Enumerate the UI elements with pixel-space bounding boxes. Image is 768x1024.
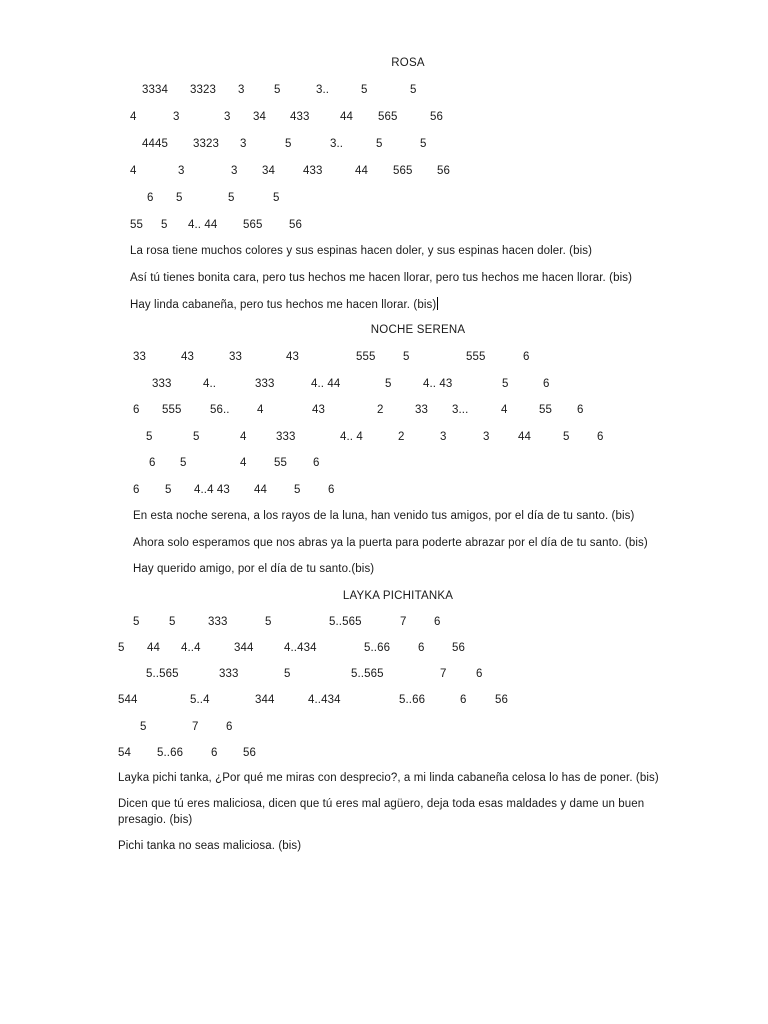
note: 4 (130, 165, 137, 177)
note: 5..66 (364, 642, 391, 654)
note: 56 (452, 642, 465, 654)
note: 3 (178, 165, 185, 177)
note: 5 (385, 378, 392, 390)
note: 565 (243, 219, 263, 231)
note: 5 (376, 138, 383, 150)
note: 4.. 44 (311, 378, 341, 390)
note: 6 (434, 616, 441, 628)
note: 44 (518, 431, 531, 443)
note: 33 (415, 404, 428, 416)
note: 555 (162, 404, 182, 416)
note: 5 (285, 138, 292, 150)
note: 5 (294, 484, 301, 496)
note: 44 (147, 642, 160, 654)
lyric-line: presagio. (bis) (118, 814, 193, 826)
note: 55 (130, 219, 143, 231)
note: 4 (130, 111, 137, 123)
note: 333 (219, 668, 239, 680)
note: 333 (152, 378, 172, 390)
note: 6 (133, 404, 140, 416)
note: 6 (328, 484, 335, 496)
note: 3 (440, 431, 447, 443)
note: 34 (253, 111, 266, 123)
note: 5 (118, 642, 125, 654)
song-title: LAYKA PICHITANKA (342, 590, 454, 602)
note: 54 (118, 747, 131, 759)
note: 55 (539, 404, 552, 416)
note: 5 (410, 84, 417, 96)
note: 56 (437, 165, 450, 177)
song-title: NOCHE SERENA (370, 324, 466, 336)
note: 3323 (193, 138, 219, 150)
lyric-line: Hay querido amigo, por el día de tu santo.(bis) (133, 563, 375, 575)
note: 4..4 43 (194, 484, 230, 496)
note: 43 (312, 404, 325, 416)
note: 4.. (203, 378, 217, 390)
lyric-line: Pichi tanka no seas maliciosa. (bis) (118, 840, 302, 852)
note: 44 (340, 111, 353, 123)
note: 6 (149, 457, 156, 469)
lyric-line-with-cursor (130, 297, 438, 312)
note: 3 (173, 111, 180, 123)
note: 6 (460, 694, 467, 706)
note: 4.. 43 (423, 378, 453, 390)
note: 6 (211, 747, 218, 759)
note: 5 (274, 84, 281, 96)
note: 4..4 (181, 642, 201, 654)
note: 7 (440, 668, 447, 680)
note: 6 (147, 192, 154, 204)
note: 4 (501, 404, 508, 416)
note: 433 (303, 165, 323, 177)
note: 5 (176, 192, 183, 204)
note: 555 (466, 351, 486, 363)
lyric-line: Así tú tienes bonita cara, pero tus hechos me hacen llorar, pero tus hechos me hacen llorar. (bis) (130, 272, 633, 284)
note: 6 (597, 431, 604, 443)
note: 2 (377, 404, 384, 416)
note: 4 (240, 431, 247, 443)
note: 6 (418, 642, 425, 654)
note: 5 (284, 668, 291, 680)
note: 333 (276, 431, 296, 443)
note: 3 (240, 138, 247, 150)
note: 43 (286, 351, 299, 363)
note: 3.. (330, 138, 344, 150)
note: 3334 (142, 84, 168, 96)
note: 3 (483, 431, 490, 443)
note: 5 (180, 457, 187, 469)
note: 5..565 (146, 668, 179, 680)
note: 5 (140, 721, 147, 733)
note: 33 (229, 351, 242, 363)
note: 7 (192, 721, 199, 733)
note: 6 (523, 351, 530, 363)
note: 5 (193, 431, 200, 443)
note: 5 (146, 431, 153, 443)
note: 6 (543, 378, 550, 390)
note: 5 (265, 616, 272, 628)
note: 5 (361, 84, 368, 96)
note: 3 (231, 165, 238, 177)
note: 56 (495, 694, 508, 706)
note: 5 (165, 484, 172, 496)
note: 344 (255, 694, 275, 706)
note: 433 (290, 111, 310, 123)
note: 5 (420, 138, 427, 150)
lyric-line: La rosa tiene muchos colores y sus espinas hacen doler, y sus espinas hacen doler. (bis) (130, 245, 593, 257)
note: 43 (181, 351, 194, 363)
note: 544 (118, 694, 138, 706)
note: 6 (313, 457, 320, 469)
note: 5 (228, 192, 235, 204)
note: 5 (403, 351, 410, 363)
note: 4..434 (284, 642, 317, 654)
note: 5 (502, 378, 509, 390)
note: 56.. (210, 404, 230, 416)
note: 5 (169, 616, 176, 628)
note: 5 (563, 431, 570, 443)
note: 6 (133, 484, 140, 496)
note: 5..4 (190, 694, 210, 706)
note: 4.. 44 (188, 219, 218, 231)
lyric-line: En esta noche serena, a los rayos de la luna, han venido tus amigos, por el día de tu santo. (bis) (133, 510, 635, 522)
note: 4445 (142, 138, 168, 150)
note: 344 (234, 642, 254, 654)
note: 5..565 (351, 668, 384, 680)
lyric-line: Layka pichi tanka, ¿Por qué me miras con desprecio?, a mi linda cabaneña celosa lo has de poner. (bis) (118, 772, 659, 784)
note: 6 (476, 668, 483, 680)
note: 3 (238, 84, 245, 96)
note: 6 (226, 721, 233, 733)
note: 555 (356, 351, 376, 363)
note: 333 (208, 616, 228, 628)
note: 56 (243, 747, 256, 759)
note: 44 (355, 165, 368, 177)
note: 3... (452, 404, 469, 416)
lyric-line: Ahora solo esperamos que nos abras ya la puerta para poderte abrazar por el día de tu santo. (bis) (133, 537, 648, 549)
note: 565 (378, 111, 398, 123)
note: 3.. (316, 84, 330, 96)
note: 7 (400, 616, 407, 628)
note: 4 (240, 457, 247, 469)
note: 565 (393, 165, 413, 177)
note: 4..434 (308, 694, 341, 706)
song-title: ROSA (391, 57, 425, 69)
note: 55 (274, 457, 287, 469)
note: 4.. 4 (340, 431, 363, 443)
note: 56 (430, 111, 443, 123)
note: 5..66 (399, 694, 426, 706)
note: 2 (398, 431, 405, 443)
note: 333 (255, 378, 275, 390)
text-cursor (437, 297, 438, 310)
note: 5..565 (329, 616, 362, 628)
note: 5 (273, 192, 280, 204)
note: 3 (224, 111, 231, 123)
note: 44 (254, 484, 267, 496)
note: 3323 (190, 84, 216, 96)
note: 56 (289, 219, 302, 231)
note: 33 (133, 351, 146, 363)
note: 5..66 (157, 747, 184, 759)
note: 34 (262, 165, 275, 177)
lyric-line: Hay linda cabaneña, pero tus hechos me hacen llorar. (bis) (130, 299, 437, 311)
note: 6 (577, 404, 584, 416)
lyric-line: Dicen que tú eres maliciosa, dicen que tú eres mal agüero, deja toda esas maldades y dame un buen (118, 798, 645, 810)
note: 4 (257, 404, 264, 416)
note: 5 (161, 219, 168, 231)
note: 5 (133, 616, 140, 628)
